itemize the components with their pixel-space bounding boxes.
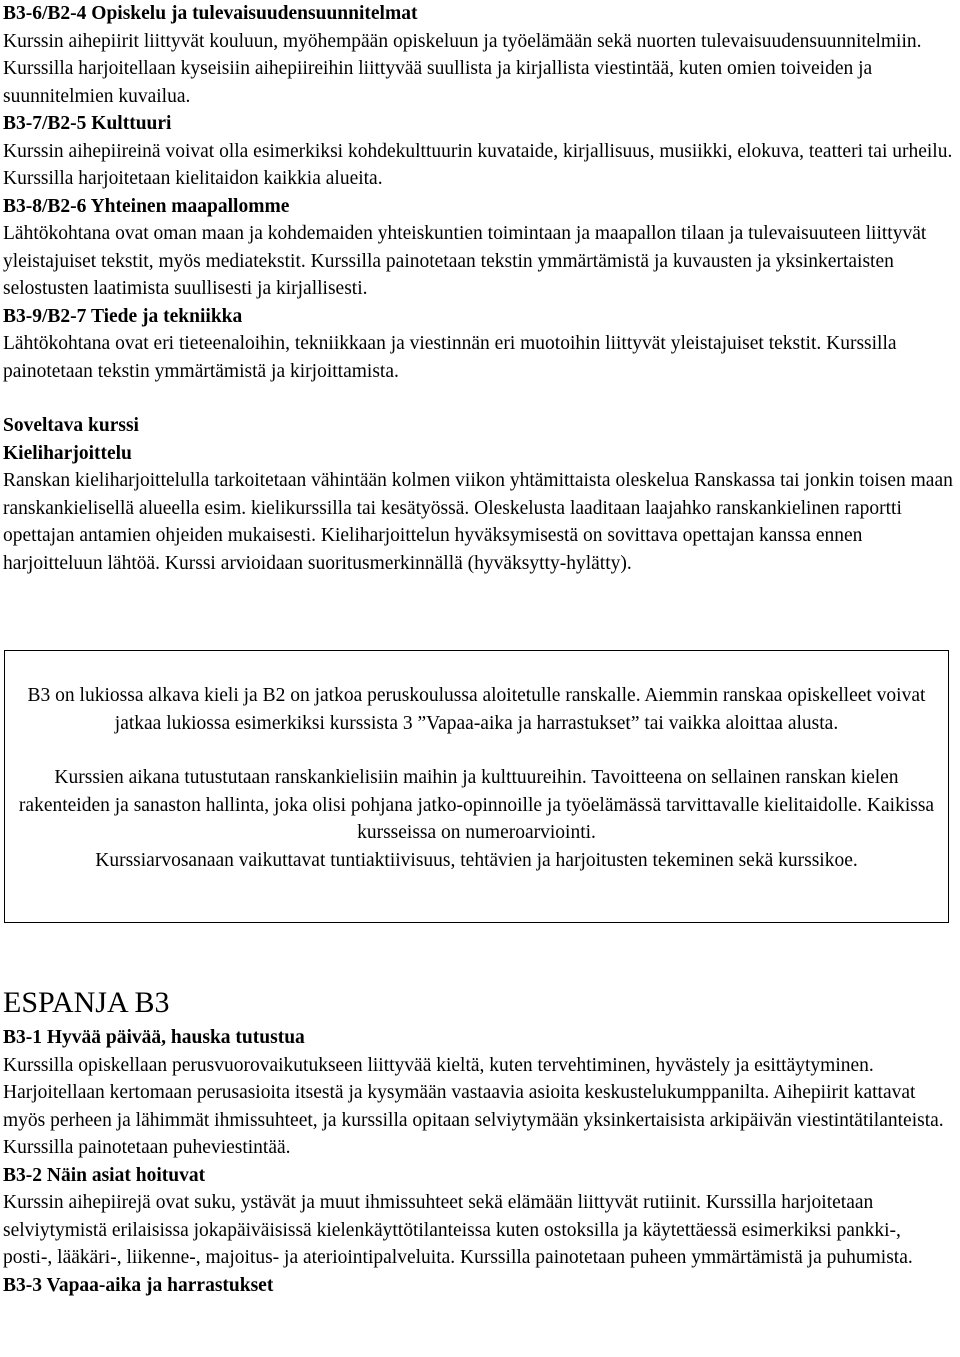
- info-box: [4, 650, 949, 923]
- course-section: [3, 303, 953, 386]
- spacer: [3, 385, 953, 412]
- course-title: B3-9/B2-7 Tiede ja tekniikka: [3, 305, 243, 327]
- course-description: Kurssin aihepiireinä voivat olla esimerkiksi kohdekulttuurin kuvataide, kirjallisuus, musiikki, elokuva, teatteri tai urheilu. Kurssilla harjoitetaan kielitaidon kaikkia alueita.: [3, 140, 953, 189]
- spanish-courses: [3, 1024, 953, 1299]
- course-title: B3-2 Näin asiat hoituvat: [3, 1164, 206, 1186]
- course-title: B3-3 Vapaa-aika ja harrastukset: [3, 1274, 274, 1296]
- applied-course-heading: Soveltava kurssi: [3, 415, 139, 436]
- course-section: [3, 1162, 953, 1272]
- info-paragraph: Kurssiarvosanaan vaikuttavat tuntiaktiivisuus, tehtävien ja harjoitusten tekeminen sekä kurssikoe.: [95, 849, 858, 871]
- course-title: B3-8/B2-6 Yhteinen maapallomme: [3, 195, 290, 217]
- course-section: [3, 1272, 953, 1300]
- course-title: B3-6/B2-4 Opiskelu ja tulevaisuudensuunnitelmat: [3, 3, 418, 24]
- course-description: Kurssin aihepiirejä ovat suku, ystävät ja muut ihmissuhteet sekä elämään liittyvät rutiinit. Kurssilla harjoitetaan selviytymistä erilaisissa jokapäiväisissä kielenkäyttötilanteissa kuten ostoksilla ja käytettäessä esimerkiksi pankki-, posti-, lääkäri-, liikenne-, majoitus- ja ateriointipalveluita. Kurssilla painotetaan puheen ymmärtämistä ja puhumista.: [3, 1192, 913, 1268]
- course-title: B3-1 Hyvää päivää, hauska tutustua: [3, 1027, 305, 1048]
- course-section: [3, 0, 953, 110]
- applied-course-subheading: Kieliharjoittelu: [3, 442, 132, 464]
- course-description: Lähtökohtana ovat eri tieteenaloihin, tekniikkaan ja viestinnän eri muotoihin liittyvät yleistajuiset tekstit. Kurssilla painotetaan tekstin ymmärtämistä ja kirjoittamista.: [3, 333, 897, 382]
- applied-course-description: Ranskan kieliharjoittelulla tarkoitetaan vähintään kolmen viikon yhtämittaista oleskelua Ranskassa tai jonkin toisen maan ranskankielisellä alueella esim. kielikurssilla tai kesätyössä. Oleskelusta laaditaan laajahko ranskankielinen raportti opettajan antamien ohjeiden mukaisesti. Kieliharjoittelun hyväksymisestä on sovittava opettajan kanssa ennen harjoitteluun lähtöä. Kurssi arvioidaan suoritusmerkinnällä (hyväksytty-hylätty).: [3, 470, 953, 574]
- spacer: [11, 737, 942, 764]
- course-title: B3-7/B2-5 Kulttuuri: [3, 113, 172, 134]
- course-section: [3, 193, 953, 303]
- info-paragraph: B3 on lukiossa alkava kieli ja B2 on jatkoa peruskoulussa aloitetulle ranskalle. Aiemmin ranskaa opiskelleet voivat jatkaa lukiossa esimerkiksi kurssista 3 ”Vapaa-aika ja harrastukset” tai vaikka aloittaa alusta.: [27, 685, 926, 734]
- applied-course-section: [3, 412, 953, 577]
- course-section: [3, 1024, 953, 1162]
- course-description: Kurssilla opiskellaan perusvuorovaikutukseen liittyvää kieltä, kuten tervehtiminen, hyvästely ja esittäytyminen. Harjoitellaan kertomaan perusasioita itsestä ja kysymään vastaavia asioita keskustelukumppanilta. Aihepiirit kattavat myös perheen ja lähimmät ihmissuhteet, ja kurssilla opitaan selviytymään yksinkertaisista arkipäivän viestintätilanteista. Kurssilla painotetaan puheviestintää.: [3, 1054, 944, 1158]
- info-paragraph: Kurssien aikana tutustutaan ranskankielisiin maihin ja kulttuureihin. Tavoitteena on sellainen ranskan kielen rakenteiden ja sanaston hallinta, joka olisi pohjana jatko-opinnoille ja työelämässä tarvittavalle kielitaidolle. Kaikissa kursseissa on numeroarviointi.: [18, 767, 935, 843]
- course-section: [3, 110, 953, 193]
- course-description: Lähtökohtana ovat oman maan ja kohdemaiden yhteiskuntien toimintaan ja maapallon tilaan ja tulevaisuuteen liittyvät yleistajuiset tekstit, myös mediatekstit. Kurssilla painotetaan tekstin ymmärtämistä ja kuvausten ja yksinkertaisten selostusten laatimista suullisesti ja kirjallisesti.: [3, 223, 927, 299]
- document-page: [3, 0, 953, 577]
- course-description: Kurssin aihepiirit liittyvät kouluun, myöhempään opiskeluun ja työelämään sekä nuorten tulevaisuudensuunnitelmiin. Kurssilla harjoitellaan kyseisiin aihepiireihin liittyvää suullista ja kirjallista viestintää, kuten omien toiveiden ja suunnitelmien kuvailua.: [3, 30, 922, 107]
- language-title: ESPANJA B3: [3, 986, 170, 1019]
